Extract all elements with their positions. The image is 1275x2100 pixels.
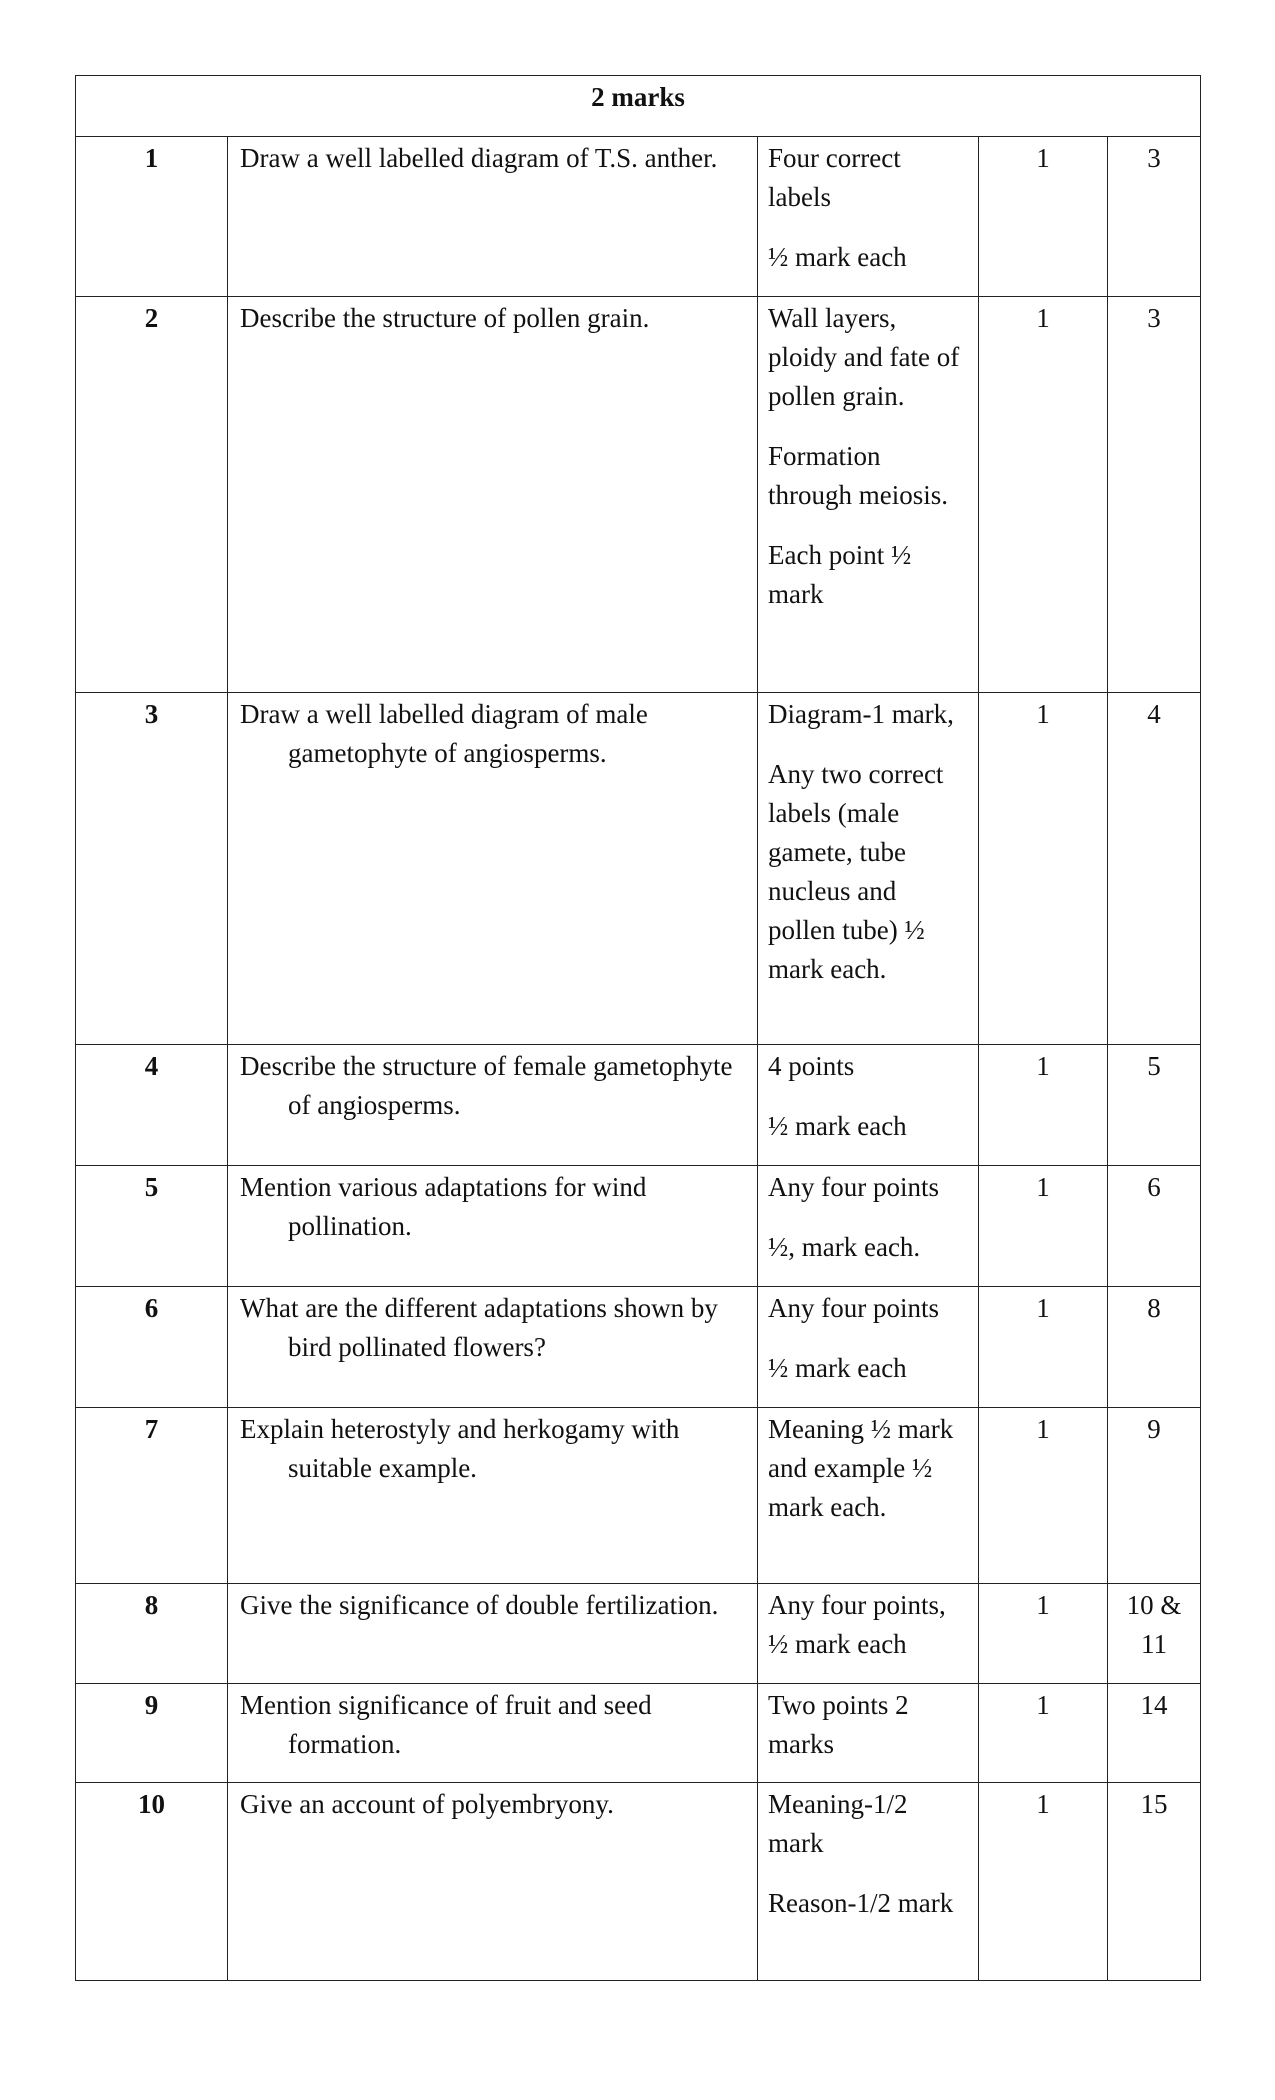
question-number: 2 — [76, 297, 228, 693]
scheme-cell — [758, 297, 979, 693]
scheme-point: ½ mark each — [768, 242, 907, 272]
question-text: Mention various adaptations for wind pollination. — [240, 1172, 647, 1241]
scheme-point: 4 points — [768, 1051, 855, 1081]
table-row — [76, 297, 1201, 693]
page-number: 3 — [1108, 137, 1201, 297]
question-number: 6 — [76, 1287, 228, 1408]
table-row — [76, 137, 1201, 297]
scheme-point: Any four points — [768, 1293, 939, 1323]
scheme-cell — [758, 1684, 979, 1783]
question-number: 5 — [76, 1166, 228, 1287]
marking-scheme-table — [75, 75, 1201, 1981]
scheme-point: Meaning-1/2 mark — [768, 1789, 908, 1858]
scheme-point: Any four points — [768, 1172, 939, 1202]
page-number: 14 — [1108, 1684, 1201, 1783]
question-text: Give an account of polyembryony. — [240, 1789, 614, 1819]
mark-value: 1 — [979, 137, 1108, 297]
scheme-cell — [758, 693, 979, 1045]
question-number: 8 — [76, 1584, 228, 1684]
page-number: 5 — [1108, 1045, 1201, 1166]
question-cell — [228, 1408, 758, 1584]
question-text: Explain heterostyly and herkogamy with suitable example. — [240, 1414, 680, 1483]
scheme-point: ½ mark each — [768, 1353, 907, 1383]
page-number: 9 — [1108, 1408, 1201, 1584]
page-number: 10 & 11 — [1108, 1584, 1201, 1684]
scheme-point: Two points 2 marks — [768, 1690, 909, 1759]
scheme-cell — [758, 1408, 979, 1584]
question-cell — [228, 1584, 758, 1684]
question-number: 10 — [76, 1783, 228, 1981]
mark-value: 1 — [979, 1045, 1108, 1166]
section-title: 2 marks — [76, 76, 1201, 137]
question-number: 4 — [76, 1045, 228, 1166]
question-cell — [228, 137, 758, 297]
scheme-cell — [758, 1783, 979, 1981]
scheme-point: Four correct labels — [768, 143, 901, 212]
question-cell — [228, 693, 758, 1045]
question-text: What are the different adaptations shown by bird pollinated flowers? — [240, 1293, 718, 1362]
table-row — [76, 1684, 1201, 1783]
scheme-point: ½ mark each — [768, 1111, 907, 1141]
question-text: Describe the structure of female gametophyte of angiosperms. — [240, 1051, 733, 1120]
question-text: Draw a well labelled diagram of male gametophyte of angiosperms. — [240, 699, 648, 768]
question-number: 1 — [76, 137, 228, 297]
question-text: Mention significance of fruit and seed formation. — [240, 1690, 652, 1759]
scheme-cell — [758, 1166, 979, 1287]
question-number: 7 — [76, 1408, 228, 1584]
mark-value: 1 — [979, 693, 1108, 1045]
scheme-point: Wall layers, ploidy and fate of pollen grain. — [768, 303, 960, 411]
scheme-point: Any four points, ½ mark each — [768, 1590, 946, 1659]
scheme-point: Meaning ½ mark and example ½ mark each. — [768, 1414, 954, 1522]
scheme-cell — [758, 137, 979, 297]
mark-value: 1 — [979, 1783, 1108, 1981]
scheme-cell — [758, 1045, 979, 1166]
question-number: 3 — [76, 693, 228, 1045]
table-row — [76, 1783, 1201, 1981]
mark-value: 1 — [979, 1408, 1108, 1584]
page-number: 8 — [1108, 1287, 1201, 1408]
scheme-cell — [758, 1584, 979, 1684]
table-row — [76, 1287, 1201, 1408]
mark-value: 1 — [979, 1584, 1108, 1684]
document-page — [75, 75, 1200, 1981]
mark-value: 1 — [979, 1684, 1108, 1783]
question-cell — [228, 297, 758, 693]
table-row — [76, 1584, 1201, 1684]
question-number: 9 — [76, 1684, 228, 1783]
table-row — [76, 1045, 1201, 1166]
page-number: 4 — [1108, 693, 1201, 1045]
table-row — [76, 1408, 1201, 1584]
page-number: 3 — [1108, 297, 1201, 693]
page-number: 6 — [1108, 1166, 1201, 1287]
question-text: Describe the structure of pollen grain. — [240, 303, 650, 333]
question-cell — [228, 1045, 758, 1166]
mark-value: 1 — [979, 1287, 1108, 1408]
table-row — [76, 693, 1201, 1045]
scheme-point: Each point ½ mark — [768, 540, 912, 609]
question-text: Draw a well labelled diagram of T.S. anther. — [240, 143, 718, 173]
scheme-point: ½, mark each. — [768, 1232, 921, 1262]
section-header-row — [76, 76, 1201, 137]
question-cell — [228, 1287, 758, 1408]
table-body — [76, 76, 1201, 1981]
scheme-point: Reason-1/2 mark — [768, 1888, 954, 1918]
question-cell — [228, 1166, 758, 1287]
scheme-cell — [758, 1287, 979, 1408]
page-number: 15 — [1108, 1783, 1201, 1981]
scheme-point: Formation through meiosis. — [768, 441, 948, 510]
scheme-point: Diagram-1 mark, — [768, 699, 954, 729]
question-text: Give the significance of double fertilization. — [240, 1590, 719, 1620]
scheme-point: Any two correct labels (male gamete, tube nucleus and pollen tube) ½ mark each. — [768, 759, 944, 984]
table-row — [76, 1166, 1201, 1287]
mark-value: 1 — [979, 1166, 1108, 1287]
question-cell — [228, 1684, 758, 1783]
question-cell — [228, 1783, 758, 1981]
mark-value: 1 — [979, 297, 1108, 693]
